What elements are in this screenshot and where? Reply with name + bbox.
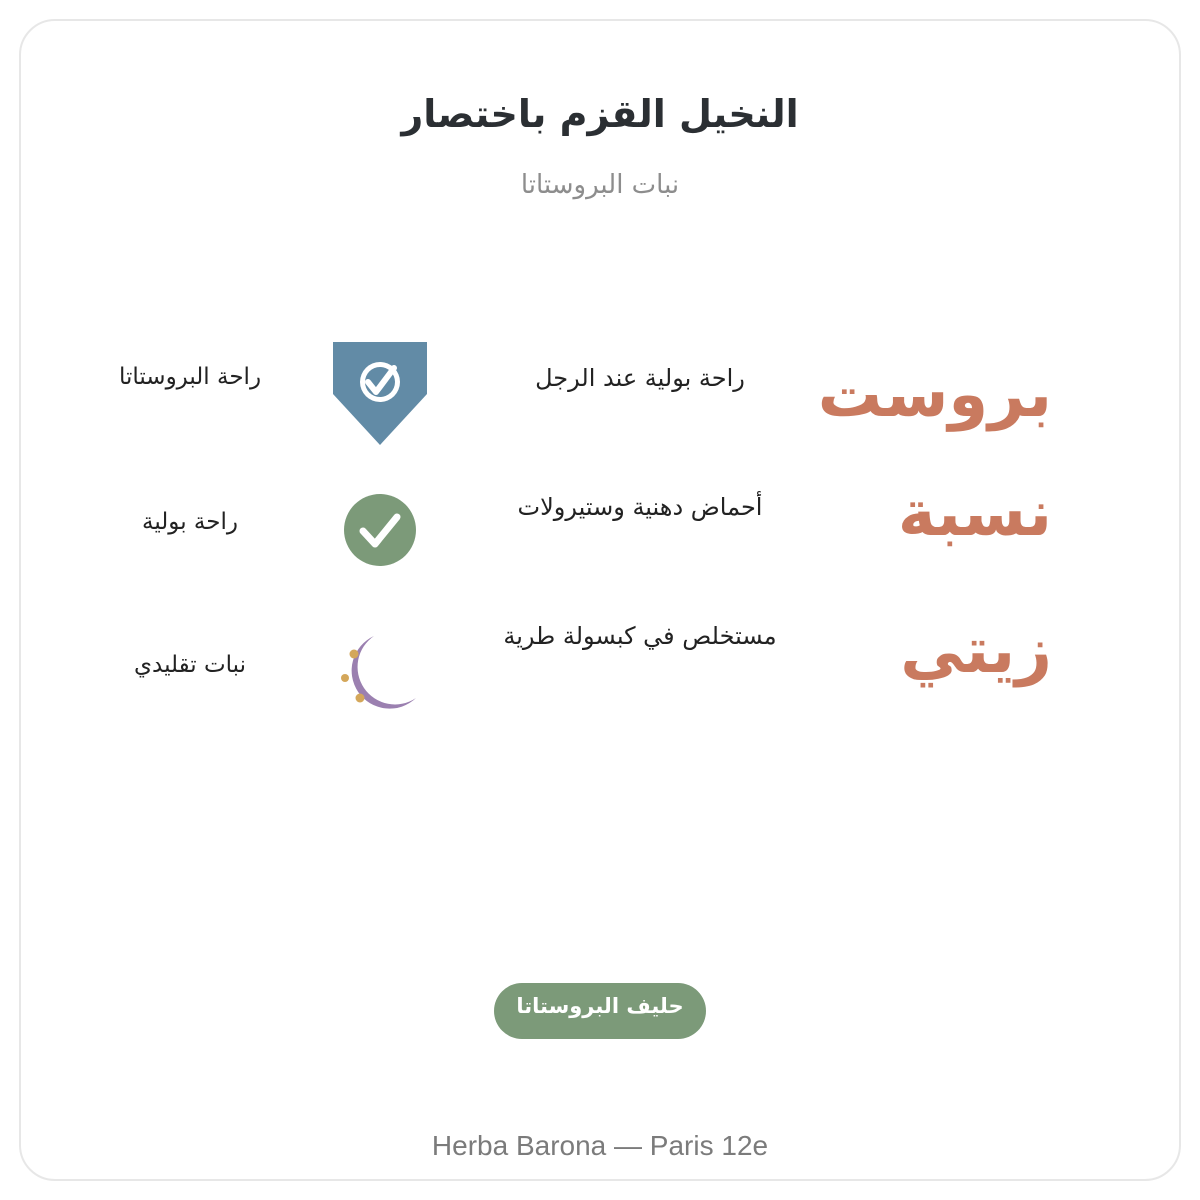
feature-benefit-label: نبات تقليدي: [134, 652, 246, 678]
shield-check-icon: [330, 342, 430, 452]
crescent-moon-icon: [330, 632, 430, 742]
feature-row: [0, 610, 1200, 750]
page-subtitle: نبات البروستاتا: [520, 170, 680, 200]
feature-row: [0, 475, 1200, 615]
circle-check-icon: [330, 493, 430, 603]
feature-benefit-label: راحة البروستاتا: [118, 364, 262, 390]
feature-keyword: بروست: [817, 358, 1052, 432]
feature-description: راحة بولية عند الرجل: [535, 364, 745, 392]
feature-description: مستخلص في كبسولة طرية: [503, 622, 777, 650]
feature-description: أحماض دهنية وستيرولات: [517, 493, 763, 521]
cta-badge[interactable]: حليف البروستاتا: [494, 983, 706, 1039]
footer-text: Herba Barona — Paris 12e: [431, 1130, 769, 1161]
feature-keyword: نسبة: [897, 477, 1052, 551]
feature-benefit-label: راحة بولية: [142, 509, 238, 535]
feature-row: [0, 330, 1200, 470]
page-title: النخيل القزم باختصار: [401, 92, 799, 136]
feature-keyword: زيتي: [900, 614, 1052, 688]
